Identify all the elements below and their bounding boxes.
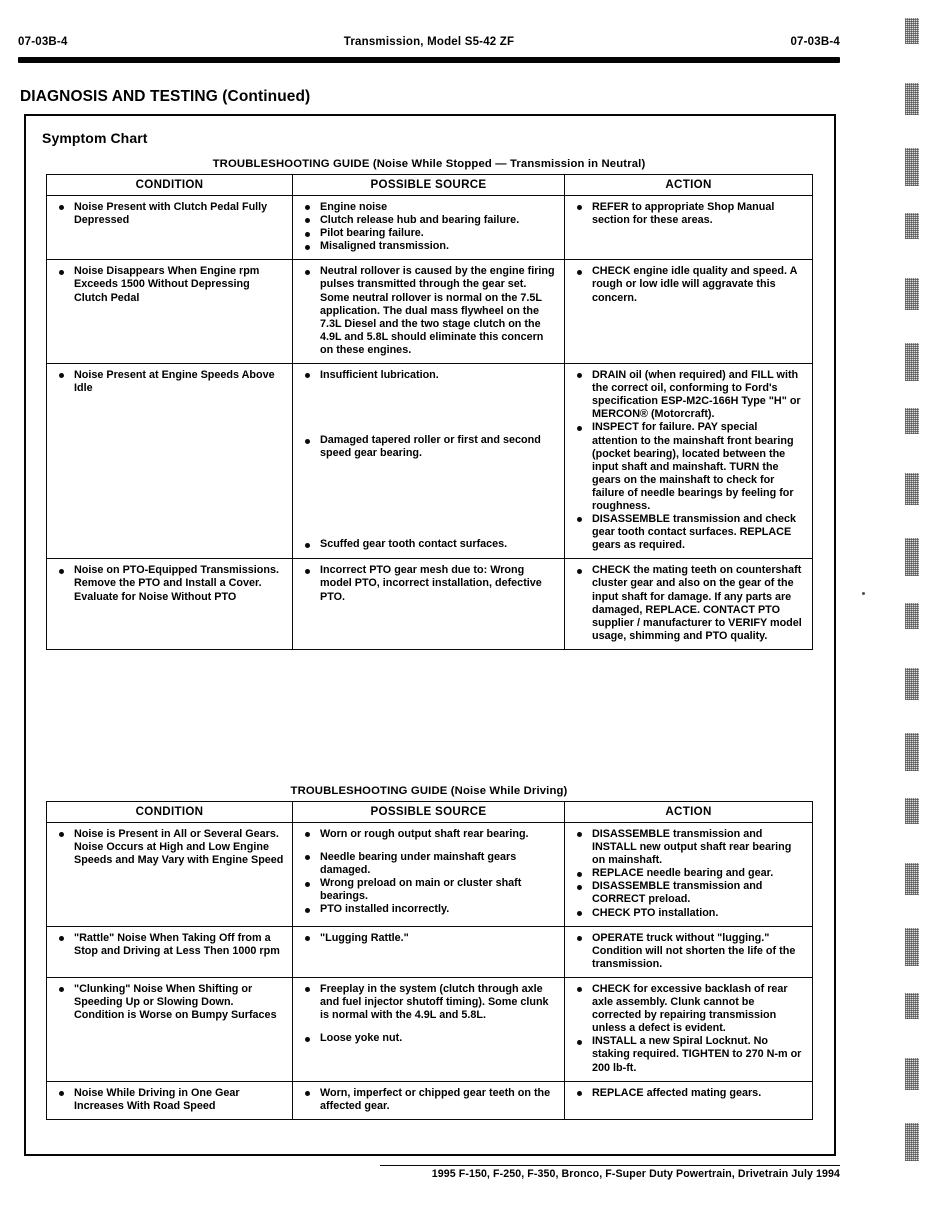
cell-action [565, 926, 813, 977]
cell-condition [47, 559, 293, 650]
cell-action [565, 1081, 813, 1119]
cell-action [565, 977, 813, 1081]
table-row [47, 926, 813, 977]
page-footer: 1995 F-150, F-250, F-350, Bronco, F-Super Duty Powertrain, Drivetrain July 1994 [431, 1168, 840, 1180]
section-title: DIAGNOSIS AND TESTING (Continued) [20, 88, 311, 105]
header-title: Transmission, Model S5-42 ZF [343, 36, 515, 48]
cell-possible-source [293, 260, 565, 364]
header-page-number-left: 07-03B-4 [18, 36, 68, 48]
table-row [47, 1081, 813, 1119]
table-row [47, 823, 813, 927]
list-item: Noise is Present in All or Several Gears. Noise Occurs at High and Low Engine Speeds and May Vary with Engine Speed [53, 828, 285, 867]
column-header-condition: CONDITION [47, 175, 293, 196]
header-page-number-right: 07-03B-4 [790, 36, 840, 48]
cell-action [565, 260, 813, 364]
cell-action [565, 823, 813, 927]
list-item: Noise Disappears When Engine rpm Exceeds 1500 Without Depressing Clutch Pedal [53, 265, 285, 304]
scan-artifact [905, 213, 919, 239]
list-item: Wrong preload on main or cluster shaft bearings. [299, 877, 557, 903]
column-header-action: ACTION [565, 802, 813, 823]
list-item: Worn, imperfect or chipped gear teeth on the affected gear. [299, 1087, 557, 1113]
list-item: Noise on PTO-Equipped Transmissions. Remove the PTO and Install a Cover. Evaluate for Noise Without PTO [53, 564, 285, 603]
spacer [299, 382, 557, 434]
column-header-action: ACTION [565, 175, 813, 196]
guide-table [46, 174, 813, 650]
scan-artifact [905, 278, 919, 310]
list-item: Clutch release hub and bearing failure. [299, 214, 557, 227]
cell-condition [47, 823, 293, 927]
cell-possible-source [293, 977, 565, 1081]
list-item: "Rattle" Noise When Taking Off from a Stop and Driving at Less Then 1000 rpm [53, 932, 285, 958]
list-item: DRAIN oil (when required) and FILL with the correct oil, conforming to Ford's specification ESP-M2C-166H Type "H" or MERCON® (Motorcraft). [571, 369, 805, 421]
list-item: Engine noise [299, 201, 557, 214]
list-item: CHECK the mating teeth on countershaft cluster gear and also on the gear of the input shaft for damage. If any parts are damaged, REPLACE. CONTACT PTO supplier / manufacturer to VERIFY model usage, shimming and PTO quality. [571, 564, 805, 643]
list-item: Noise Present with Clutch Pedal Fully Depressed [53, 201, 285, 227]
list-item: Misaligned transmission. [299, 240, 557, 253]
troubleshooting-guide-noise-while-driving [46, 785, 812, 1120]
scan-artifact [905, 668, 919, 700]
scan-artifact [905, 343, 919, 381]
list-item: CHECK engine idle quality and speed. A rough or low idle will aggravate this concern. [571, 265, 805, 304]
table-row [47, 977, 813, 1081]
list-item: Damaged tapered roller or first and second speed gear bearing. [299, 434, 557, 460]
list-item: Insufficient lubrication. [299, 369, 557, 382]
scan-artifact [905, 1123, 919, 1161]
list-item: Neutral rollover is caused by the engine firing pulses transmitted through the gear set. Some neutral rollover is normal on the 7.5L application. The dual mass flywheel on the 7.3L Diesel and the two stage clutch on the 4.9L and 5.8L should eliminate this concern on these engines. [299, 265, 557, 357]
scan-artifact [905, 408, 919, 434]
guide-caption: TROUBLESHOOTING GUIDE (Noise While Driving) [290, 785, 568, 797]
list-item: DISASSEMBLE transmission and check gear tooth contact surfaces. REPLACE gears as required. [571, 513, 805, 552]
guide-table [46, 801, 813, 1120]
scan-artifact [905, 993, 919, 1019]
list-item: Needle bearing under mainshaft gears damaged. [299, 851, 557, 877]
list-item: REPLACE needle bearing and gear. [571, 867, 805, 880]
list-item: Loose yoke nut. [299, 1032, 557, 1045]
cell-condition [47, 977, 293, 1081]
table-row [47, 260, 813, 364]
symptom-chart-heading: Symptom Chart [42, 130, 148, 146]
scan-artifact-strip [898, 0, 935, 1210]
cell-condition [47, 364, 293, 559]
scan-speck [862, 592, 865, 595]
column-header-condition: CONDITION [47, 802, 293, 823]
table-header-row [47, 802, 813, 823]
list-item: Incorrect PTO gear mesh due to: Wrong model PTO, incorrect installation, defective PTO. [299, 564, 557, 603]
footer-rule [380, 1165, 840, 1166]
list-item: INSTALL a new Spiral Locknut. No staking required. TIGHTEN to 270 N-m or 200 lb-ft. [571, 1035, 805, 1074]
scan-artifact [905, 148, 919, 186]
scan-artifact [905, 603, 919, 629]
troubleshooting-guide-noise-while-stopped [46, 158, 812, 650]
list-item: "Lugging Rattle." [299, 932, 557, 945]
table-row [47, 364, 813, 559]
cell-possible-source [293, 1081, 565, 1119]
cell-possible-source [293, 823, 565, 927]
table-row [47, 559, 813, 650]
column-header-possible-source: POSSIBLE SOURCE [293, 175, 565, 196]
list-item: Noise While Driving in One Gear Increases With Road Speed [53, 1087, 285, 1113]
list-item: PTO installed incorrectly. [299, 903, 557, 916]
list-item: DISASSEMBLE transmission and INSTALL new output shaft rear bearing on mainshaft. [571, 828, 805, 867]
table-header-row [47, 175, 813, 196]
scan-artifact [905, 473, 919, 505]
list-item: Scuffed gear tooth contact surfaces. [299, 538, 557, 551]
page-header [18, 36, 840, 56]
scan-artifact [905, 798, 919, 824]
cell-condition [47, 1081, 293, 1119]
cell-condition [47, 926, 293, 977]
cell-possible-source [293, 559, 565, 650]
list-item: Freeplay in the system (clutch through axle and fuel injector shutoff timing). Some clunk is normal with the 4.9L and 5.8L. [299, 983, 557, 1022]
list-item: Pilot bearing failure. [299, 227, 557, 240]
scan-artifact [905, 863, 919, 895]
cell-possible-source [293, 364, 565, 559]
table-row [47, 196, 813, 260]
cell-possible-source [293, 926, 565, 977]
cell-action [565, 364, 813, 559]
cell-condition [47, 260, 293, 364]
scan-artifact [905, 18, 919, 44]
list-item: REPLACE affected mating gears. [571, 1087, 805, 1100]
cell-condition [47, 196, 293, 260]
list-item: INSPECT for failure. PAY special attention to the mainshaft front bearing (pocket bearing), located between the input shaft and mainshaft. TURN the gears on the mainshaft to check for failure of needle bearings by feeling for roughness. [571, 421, 805, 513]
list-item: DISASSEMBLE transmission and CORRECT preload. [571, 880, 805, 906]
list-item: Worn or rough output shaft rear bearing. [299, 828, 557, 841]
list-item: CHECK PTO installation. [571, 907, 805, 920]
scan-artifact [905, 1058, 919, 1090]
scan-artifact [905, 83, 919, 115]
scan-artifact [905, 538, 919, 576]
column-header-possible-source: POSSIBLE SOURCE [293, 802, 565, 823]
scan-artifact [905, 733, 919, 771]
cell-action [565, 196, 813, 260]
list-item: Noise Present at Engine Speeds Above Idle [53, 369, 285, 395]
header-rule [18, 57, 840, 63]
list-item: OPERATE truck without "lugging." Condition will not shorten the life of the transmission. [571, 932, 805, 971]
cell-possible-source [293, 196, 565, 260]
scan-artifact [905, 928, 919, 966]
list-item: REFER to appropriate Shop Manual section for these areas. [571, 201, 805, 227]
list-item: CHECK for excessive backlash of rear axle assembly. Clunk cannot be corrected by repairing transmission unless a defect is evident. [571, 983, 805, 1035]
guide-caption: TROUBLESHOOTING GUIDE (Noise While Stopped — Transmission in Neutral) [212, 158, 646, 170]
spacer [299, 460, 557, 538]
list-item: "Clunking" Noise When Shifting or Speeding Up or Slowing Down. Condition is Worse on Bumpy Surfaces [53, 983, 285, 1022]
cell-action [565, 559, 813, 650]
